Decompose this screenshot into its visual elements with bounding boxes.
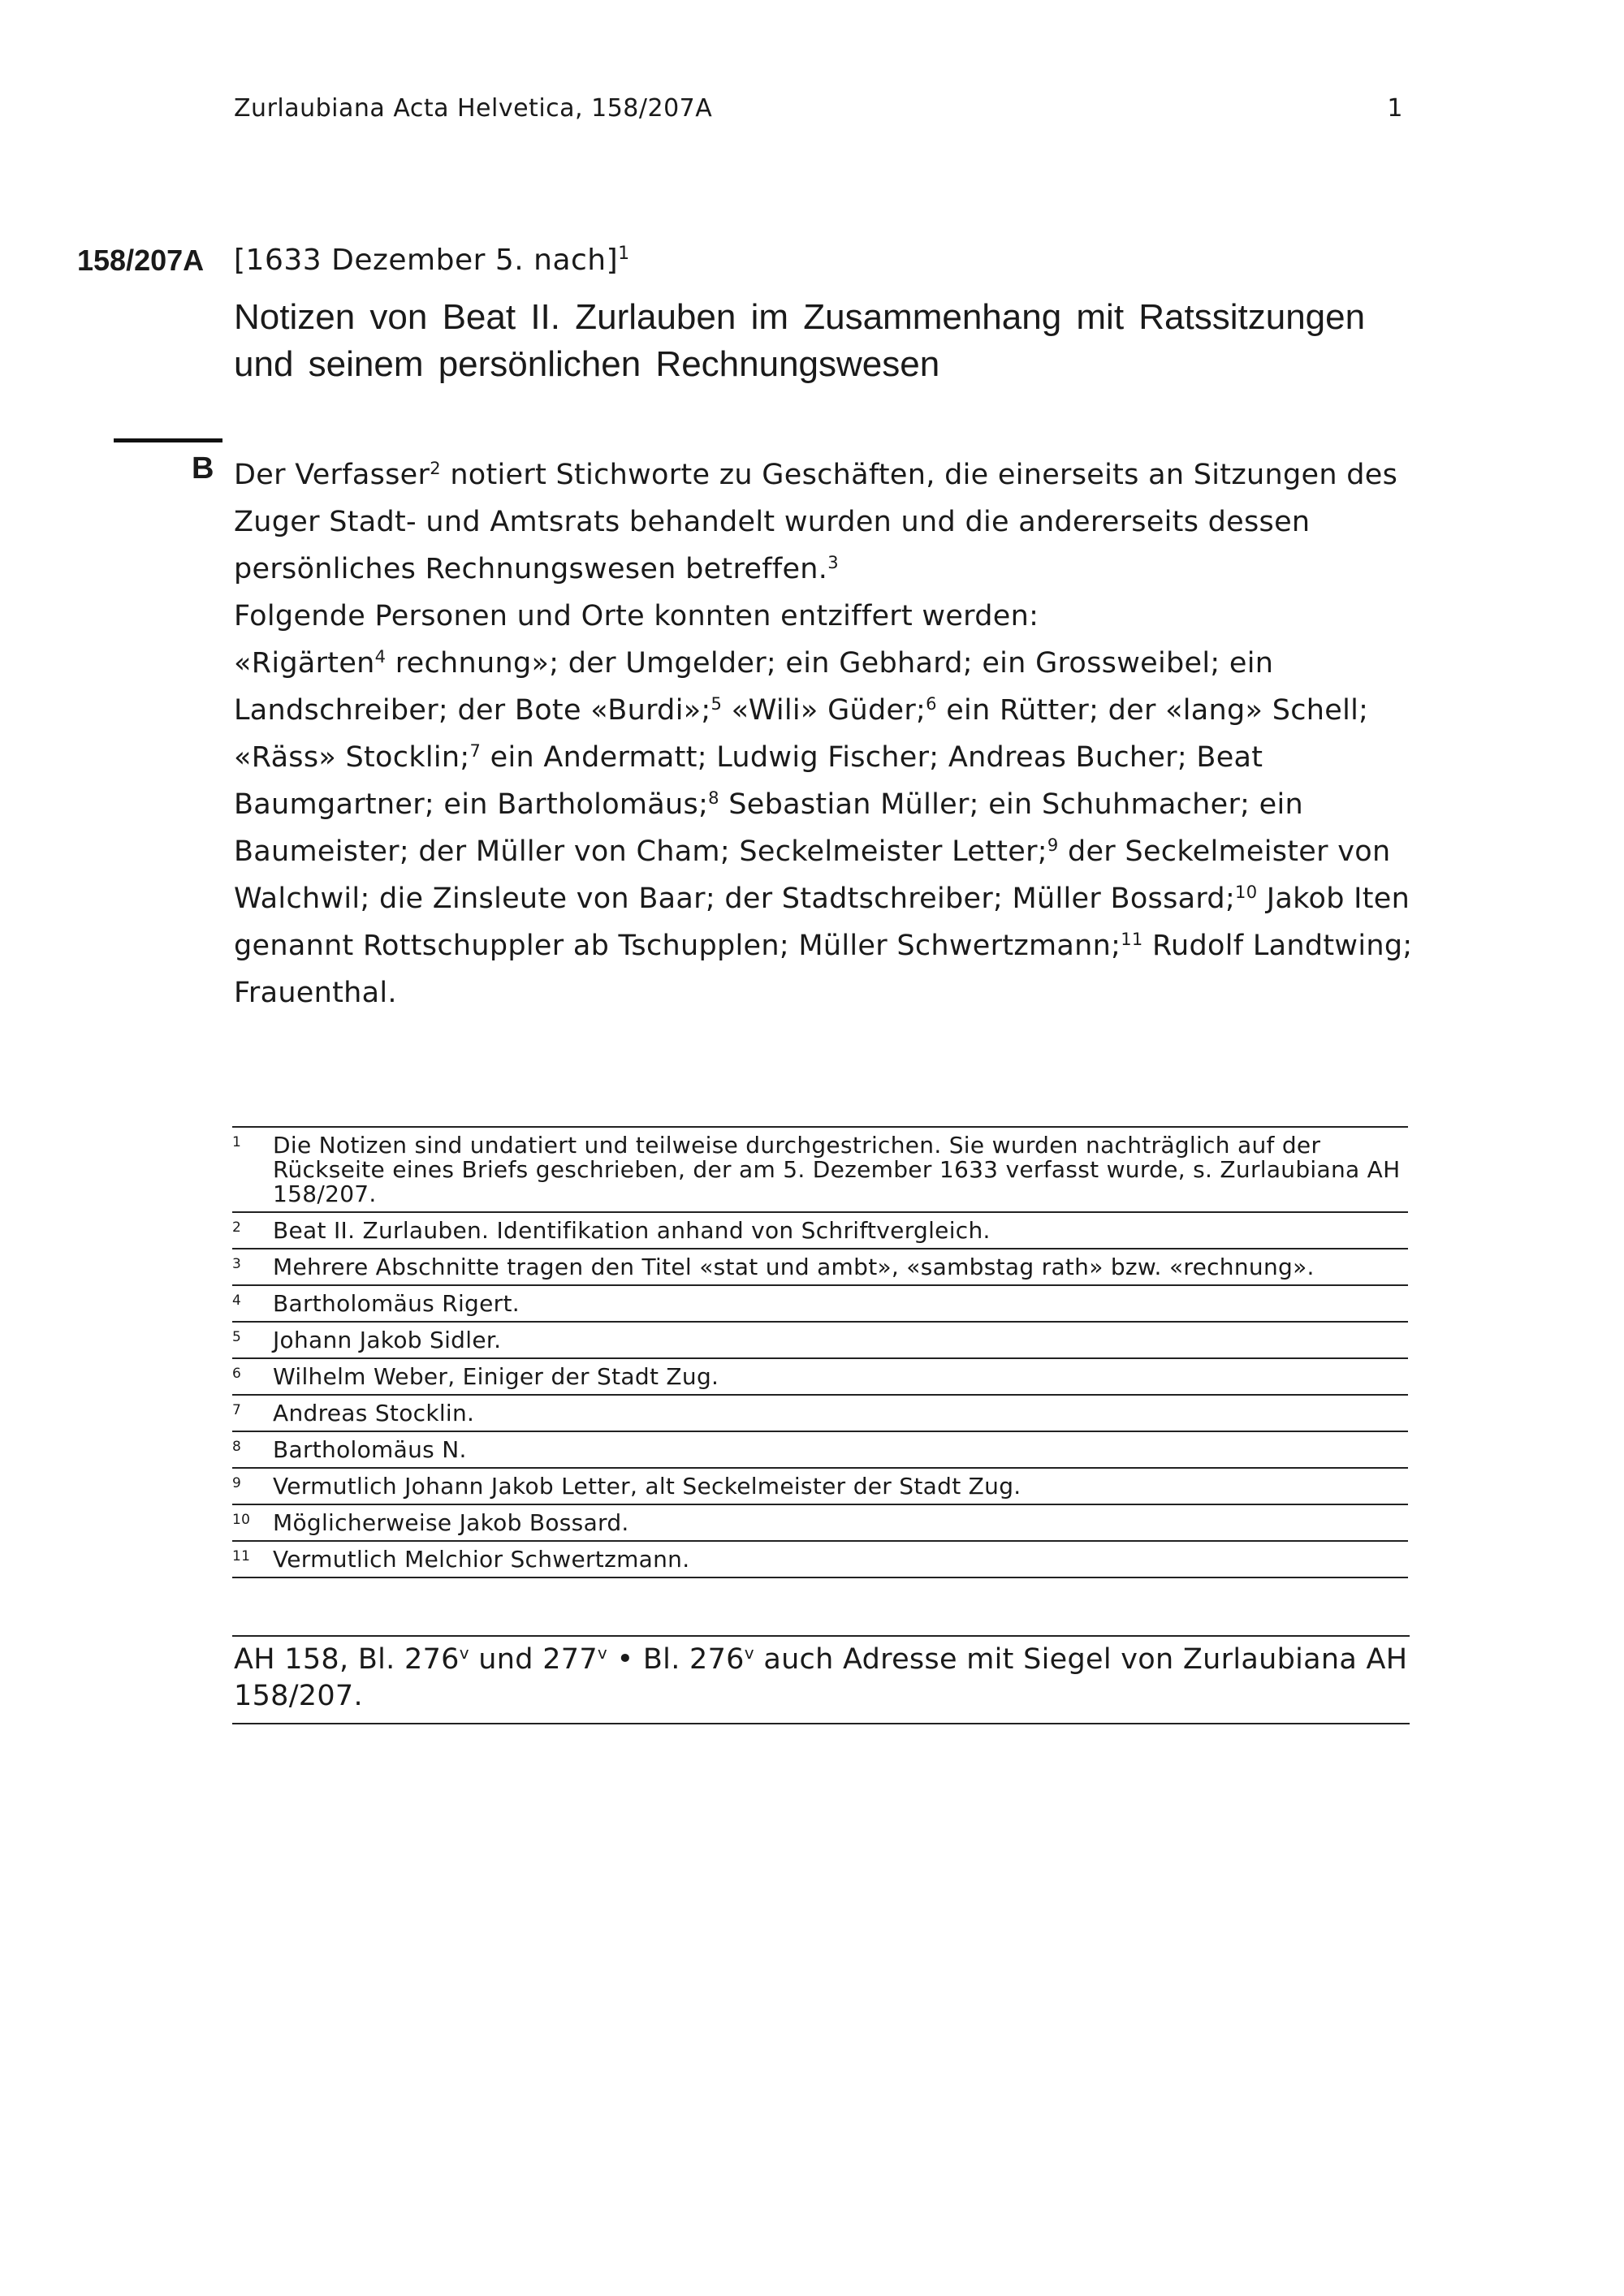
footnote-ref-11[interactable]: 11 <box>1121 930 1143 949</box>
footnote <box>232 1469 1408 1505</box>
text-span: auch Adresse mit Siegel von Zurlaubiana AH 158/207. <box>234 1643 1408 1712</box>
running-header <box>234 94 1403 123</box>
document-date <box>234 244 630 277</box>
footnote <box>232 1213 1408 1249</box>
document-id: 158/207A <box>77 244 205 277</box>
footnote-number: 10 <box>232 1512 251 1528</box>
text-span: «Rigärten <box>234 647 375 680</box>
page-number: 1 <box>1387 94 1403 123</box>
footnote <box>232 1542 1408 1578</box>
text-span: AH 158, Bl. 276 <box>234 1643 460 1676</box>
paragraph-intro: Folgende Personen und Orte konnten entziffert werden: <box>234 600 1039 632</box>
footnote-ref-4[interactable]: 4 <box>374 647 387 667</box>
footnote-number: 1 <box>232 1134 242 1150</box>
footnote-text: Johann Jakob Sidler. <box>273 1327 502 1353</box>
footnote-ref-3[interactable]: 3 <box>827 553 839 572</box>
footnote-text: Vermutlich Johann Jakob Letter, alt Seckelmeister der Stadt Zug. <box>273 1473 1021 1500</box>
source-reference <box>232 1635 1410 1724</box>
footnote-text: Vermutlich Melchior Schwertzmann. <box>273 1546 690 1573</box>
footnote <box>232 1432 1408 1469</box>
footnote-text: Die Notizen sind undatiert und teilweise durchgestrichen. Sie wurden nachträglich auf der Rückseite eines Briefs geschrieben, der am 5. Dezember 1633 verfasst wurde, s. Zurlaubiana AH 158/207. <box>273 1132 1401 1207</box>
text-span: ein Rütter; der «lang» Schell; «Räss» Stocklin; <box>234 694 1369 774</box>
footnote-ref-1[interactable]: 1 <box>618 244 630 264</box>
footnote <box>232 1323 1408 1359</box>
footnote-text: Beat II. Zurlauben. Identifikation anhand von Schriftvergleich. <box>273 1217 991 1244</box>
footnote-ref-2[interactable]: 2 <box>430 459 441 478</box>
body-text <box>234 451 1413 1016</box>
text-span: der Seckelmeister von Walchwil; die Zinsleute von Baar; der Stadtschreiber; Müller Bossard; <box>234 835 1391 915</box>
footnote <box>232 1396 1408 1432</box>
footnote-ref-8[interactable]: 8 <box>708 788 719 808</box>
footnote <box>232 1128 1408 1213</box>
footnotes <box>232 1126 1408 1578</box>
text-span: Jakob Iten genannt Rottschuppler ab Tschupplen; Müller Schwertzmann; <box>234 883 1410 962</box>
footnote-text: Andreas Stocklin. <box>273 1400 475 1426</box>
paragraph-names <box>234 640 1413 969</box>
footnote-ref-10[interactable]: 10 <box>1235 883 1258 902</box>
footnote-number: 8 <box>232 1439 242 1455</box>
text-span: • Bl. 276 <box>607 1643 745 1676</box>
text-span: ein Andermatt; Ludwig Fischer; Andreas Bucher; Beat Baumgartner; ein Bartholomäus; <box>234 741 1263 821</box>
footnote-text: Mehrere Abschnitte tragen den Titel «stat und ambt», «sambstag rath» bzw. «rechnung». <box>273 1254 1315 1280</box>
footnote <box>232 1359 1408 1396</box>
footnote-number: 2 <box>232 1219 242 1236</box>
verso-mark: v <box>597 1643 608 1663</box>
footnote-number: 3 <box>232 1256 242 1272</box>
paragraph-description <box>234 451 1413 593</box>
text-span: Der Verfasser <box>234 459 430 491</box>
footnote-text: Bartholomäus Rigert. <box>273 1290 520 1317</box>
footnote-text: Wilhelm Weber, Einiger der Stadt Zug. <box>273 1363 719 1390</box>
footnote-ref-7[interactable]: 7 <box>469 741 482 761</box>
footnote <box>232 1286 1408 1323</box>
section-letter: B <box>192 451 214 486</box>
footnote <box>232 1505 1408 1542</box>
footnote-ref-9[interactable]: 9 <box>1047 835 1059 855</box>
footnote-ref-5[interactable]: 5 <box>710 694 723 714</box>
footnote-number: 7 <box>232 1402 242 1418</box>
footnote-number: 5 <box>232 1329 242 1345</box>
text-span: «Wili» Güder; <box>722 694 926 727</box>
text-span: und 277 <box>469 1643 598 1676</box>
document-date-text: [1633 Dezember 5. nach] <box>234 244 619 277</box>
section-rule <box>114 438 222 442</box>
footnote-number: 11 <box>232 1548 251 1564</box>
text-span: Rudolf Landtwing; <box>1142 930 1413 962</box>
footnote <box>232 1249 1408 1286</box>
footnote-number: 9 <box>232 1475 242 1491</box>
verso-mark: v <box>744 1643 754 1663</box>
footnote-number: 4 <box>232 1293 242 1309</box>
text-span: Sebastian Müller; ein Schuhmacher; ein Baumeister; der Müller von Cham; Seckelmeister Letter; <box>234 788 1304 868</box>
text-span: notiert Stichworte zu Geschäften, die einerseits an Sitzungen des Zuger Stadt- und Amtsrats behandelt wurden und die andererseits dessen persönliches Rechnungswesen betreffen. <box>234 459 1398 585</box>
footnote-number: 6 <box>232 1366 242 1382</box>
footnote-text: Bartholomäus N. <box>273 1436 467 1463</box>
running-title: Zurlaubiana Acta Helvetica, 158/207A <box>234 94 713 123</box>
text-span: rechnung»; der Umgelder; ein Gebhard; ein Grossweibel; ein Landschreiber; der Bote «Burdi»; <box>234 647 1274 727</box>
paragraph-place: Frauenthal. <box>234 977 397 1009</box>
footnote-ref-6[interactable]: 6 <box>926 694 937 714</box>
footnote-text: Möglicherweise Jakob Bossard. <box>273 1509 629 1536</box>
document-title: Notizen von Beat II. Zurlauben im Zusammenhang mit Ratssitzungen und seinem persönlichen Rechnungswesen <box>234 297 1366 384</box>
verso-mark: v <box>459 1643 469 1663</box>
